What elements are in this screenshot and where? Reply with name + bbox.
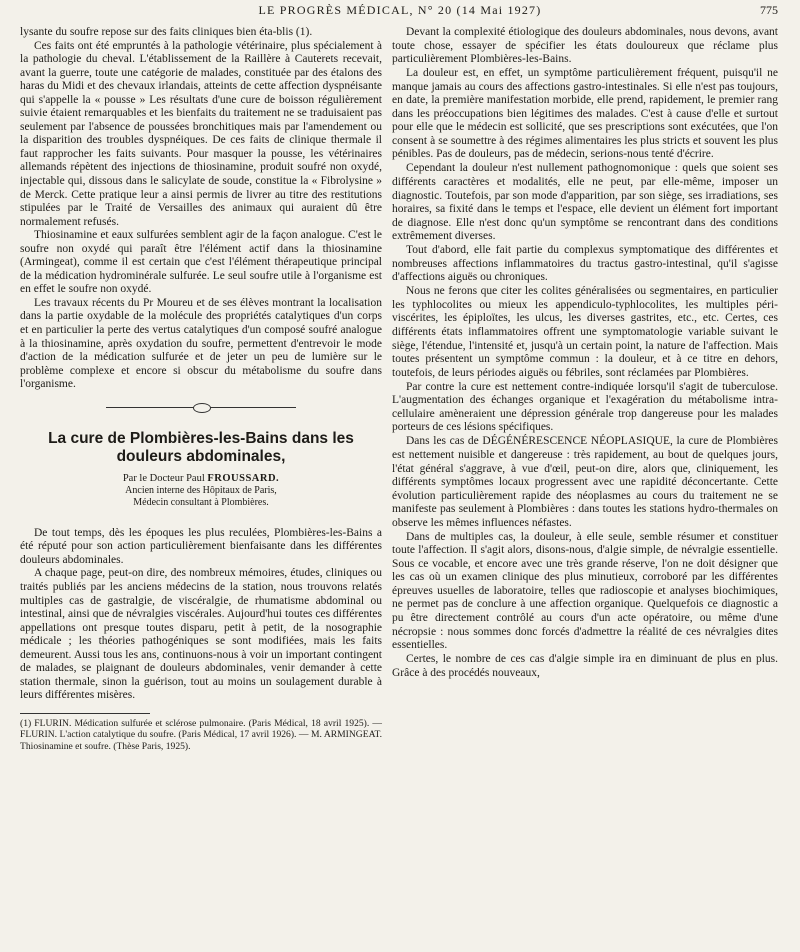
paragraph: Nous ne ferons que citer les colites généralisées ou segmentaires, en particulier les typhlocolites ou mieux les appendiculo-typhlocolites, les multiples péri-viscérites, les épiploïtes, les ulcus, les diverses gastrites, etc., etc. Certes, ces différents états inflammatoires offrent une symptomatologie variable suivant le siège, l'étendue, l'intensité et, jusqu'à un certain point, la nature de l'affection. Mais toutes présentent un symptôme commun : la douleur, et à ce titre en dehors, toutefois, de leurs périodes aiguës ou fébriles, sont réclamées par Plombières.: [392, 285, 778, 379]
paragraph: Tout d'abord, elle fait partie du complexus symptomatique des différentes et nombreuses affections inflammatoires du tractus gastro-intestinal, qu'il s'agisse d'affections aiguës ou chroniques.: [392, 244, 778, 284]
paragraph: Thiosinamine et eaux sulfurées semblent agir de la façon analogue. C'est le soufre non oxydé qui paraît être l'élément actif dans la thiosinamine (Armingeat), comme il est certain que c'est l'élément thérapeutique principal de la médication hydrominérale sulfurée. Le seul soufre utile à l'organisme est en effet le soufre non oxydé.: [20, 229, 382, 296]
footnote-rule: [20, 713, 150, 714]
paragraph: A chaque page, peut-on dire, des nombreux mémoires, études, cliniques ou traités publiés par les anciens médecins de la station, nous trouvons relatés multiples cas de gastralgie, de viscéralgie, de rhumatisme abdominal ou intestinal, ainsi que de névralgies viscérales. Aujourd'hui toutes ces différentes appellations ont presque toutes disparu, petit à petit, de la nosographie médicale ; les théories pathogéniques se sont modifiées, mais les faits demeurent. Aussi tous les ans, continuons-nous à voir un important contingent de malades, se plaignant de douleurs abdominales, venir demander à cette station thermale, sinon la guérison, tout au moins un soulagement durable à leurs différentes misères.: [20, 567, 382, 702]
paragraph: Dans de multiples cas, la douleur, à elle seule, semble résumer et constituer toute l'affection. Il s'agit alors, disons-nous, d'algie simple, de névralgie essentielle. Sous ce vocable, et encore avec une très grande réserve, l'on ne doit désigner que les cas où un examen clinique des plus minutieux, corroboré par les différentes épreuves usuelles de laboratoire, telles que radioscopie et analyses biochimiques, ne permet pas de conclure à une affection organique. Quelquefois ce diagnostic a pu être directement contrôlé au cours d'un acte opératoire, ou même d'une nécropsie : nous sommes donc forcés d'admettre la réalité de ces névralgies dites essentielles.: [392, 530, 778, 652]
article-title: La cure de Plombières-les-Bains dans les douleurs abdominales,: [48, 429, 354, 465]
footnote: (1) FLURIN. Médication sulfurée et sclérose pulmonaire. (Paris Médical, 18 avril 1925). — FLURIN. L'action catalytique du soufre. (Paris Médical, 17 avril 1926). — M. ARMINGEAT. Thiosinamine et soufre. (Thèse Paris, 1925).: [20, 717, 382, 752]
paragraph: Cependant la douleur n'est nullement pathognomonique : quels que soient ses différents caractères et modalités, elle ne peut, par elle-même, imposer un diagnostic. Toutefois, par son mode d'apparition, par son siège, ses irradiations, ses horaires, sa fixité dans le temps et l'espace, elle devient un élément fort important de diagnose. Elle n'est donc qu'un symptôme se rencontrant dans des conditions extrêmement diverses.: [392, 162, 778, 243]
left-column: [20, 26, 382, 752]
byline: [20, 472, 382, 485]
paragraph: Ces faits ont été empruntés à la pathologie vétérinaire, plus spécialement à la pathologie du cheval. L'établissement de la Raillère à Cauterets recevait, avant la guerre, toute une catégorie de malades, constituée par des étalons des haras du Midi et des chevaux irlandais, atteints de cette affection dyspnéisante qui s'appelle la « pousse » Les résultats d'une cure de boisson régulièrement suivie étaient remarquables et les bienfaits du traitement ne se traduisaient pas seulement par l'absence de poussées bronchitiques mais par l'amendement ou la disparition des troubles dyspnéiques. De ces faits de clinique thermale il faut rapprocher les faits suivants. Pour masquer la pousse, les vétérinaires allemands répètent des injections de thiosinamine, produit soufré non oxydé, injectable qui, dissous dans le salicylate de soude, constitue la « Fibrolysine » de Merck. Cette pratique leur a ainsi permis de livrer au titre des restitutions stipulées par le Traité de Versailles des animaux qui auraient dû être normalement refusés.: [20, 39, 382, 228]
paragraph: De tout temps, dès les époques les plus reculées, Plombières-les-Bains a été réputé pour son action particulièrement bienfaisante dans les différentes douleurs abdominales.: [20, 526, 382, 566]
section-separator: [20, 392, 382, 420]
page-header: [0, 0, 800, 22]
right-column: [392, 26, 778, 681]
paragraph: Par contre la cure est nettement contre-indiquée lorsqu'il s'agit de tuberculose. L'augmentation des échanges organique et l'exagération du métabolisme intra-cellulaire amèneraient une dépression générale trop dangereuse pour les malades porteurs de ces lésions spécifiques.: [392, 380, 778, 434]
byline-prefix: Par le Docteur Paul: [122, 472, 205, 484]
paragraph: La douleur est, en effet, un symptôme particulièrement fréquent, puisqu'il ne manque jamais au cours des affections gastro-intestinales. Si elle n'est pas toujours, en date, la première manifestation morbide, elle prend, rapidement, le premier rang dans les préoccupations bien légitimes des malades. C'est à cause d'elle et surtout pour elle que le médecin est sollicité, que ses prescriptions sont exécutées, que l'on consent à se soumettre à des régimes alimentaires les plus stricts et souvent les plus pénibles. Pas de douleurs, pas de médecin, serions-nous tenté d'écrire.: [392, 67, 778, 161]
paragraph: Certes, le nombre de ces cas d'algie simple ira en diminuant de plus en plus. Grâce à des procédés nouveaux,: [392, 653, 778, 679]
paragraph: Devant la complexité étiologique des douleurs abdominales, nous devons, avant toute chose, essayer de spécifier les états douloureux que réclame plus particulièrement Plombières-les-Bains.: [392, 26, 778, 66]
paragraph: Les travaux récents du Pr Moureu et de ses élèves montrant la localisation dans la partie oxydable de la molécule des propriétés catalytiques d'un corps et en particulier la perte des vertus catalytiques d'un composé soufré analogue à la thiosinamine, après oxydation du soufre, permettent d'entrevoir le mode d'action de la médication sulfurée et de jeter un peu de lumière sur le problème complexe et encore si obscur du métabolisme du soufre dans l'organisme.: [20, 296, 382, 391]
running-head: LE PROGRÈS MÉDICAL, N° 20 (14 Mai 1927): [258, 3, 542, 17]
affiliation-line: Médecin consultant à Plombières.: [133, 497, 269, 509]
affiliation-line: Ancien interne des Hôpitaux de Paris,: [125, 484, 277, 496]
byline-author: FROUSSARD.: [207, 472, 280, 484]
separator-ornament-icon: [193, 403, 211, 413]
page-number: 775: [760, 3, 778, 17]
paragraph: lysante du soufre repose sur des faits cliniques bien éta-blis (1).: [20, 26, 313, 38]
paragraph: Dans les cas de DÉGÉNÉRESCENCE NÉOPLASIQUE, la cure de Plombières est nettement nuisible et dangereuse : très rapidement, au bout de quelques jours, l'état général s'aggrave, à vue d'œil, peut-on dire, alors que, cliniquement, les différents symptômes locaux progressent avec une rapidité déconcertante. Cette évolution particulièrement rapide des néoplasmes au cours du traitement ne se manifeste pas seulement à Plombières : dans toutes les stations hydro-thermales on observe les mêmes influences néfastes.: [392, 435, 778, 529]
affiliation-block: [20, 485, 382, 510]
